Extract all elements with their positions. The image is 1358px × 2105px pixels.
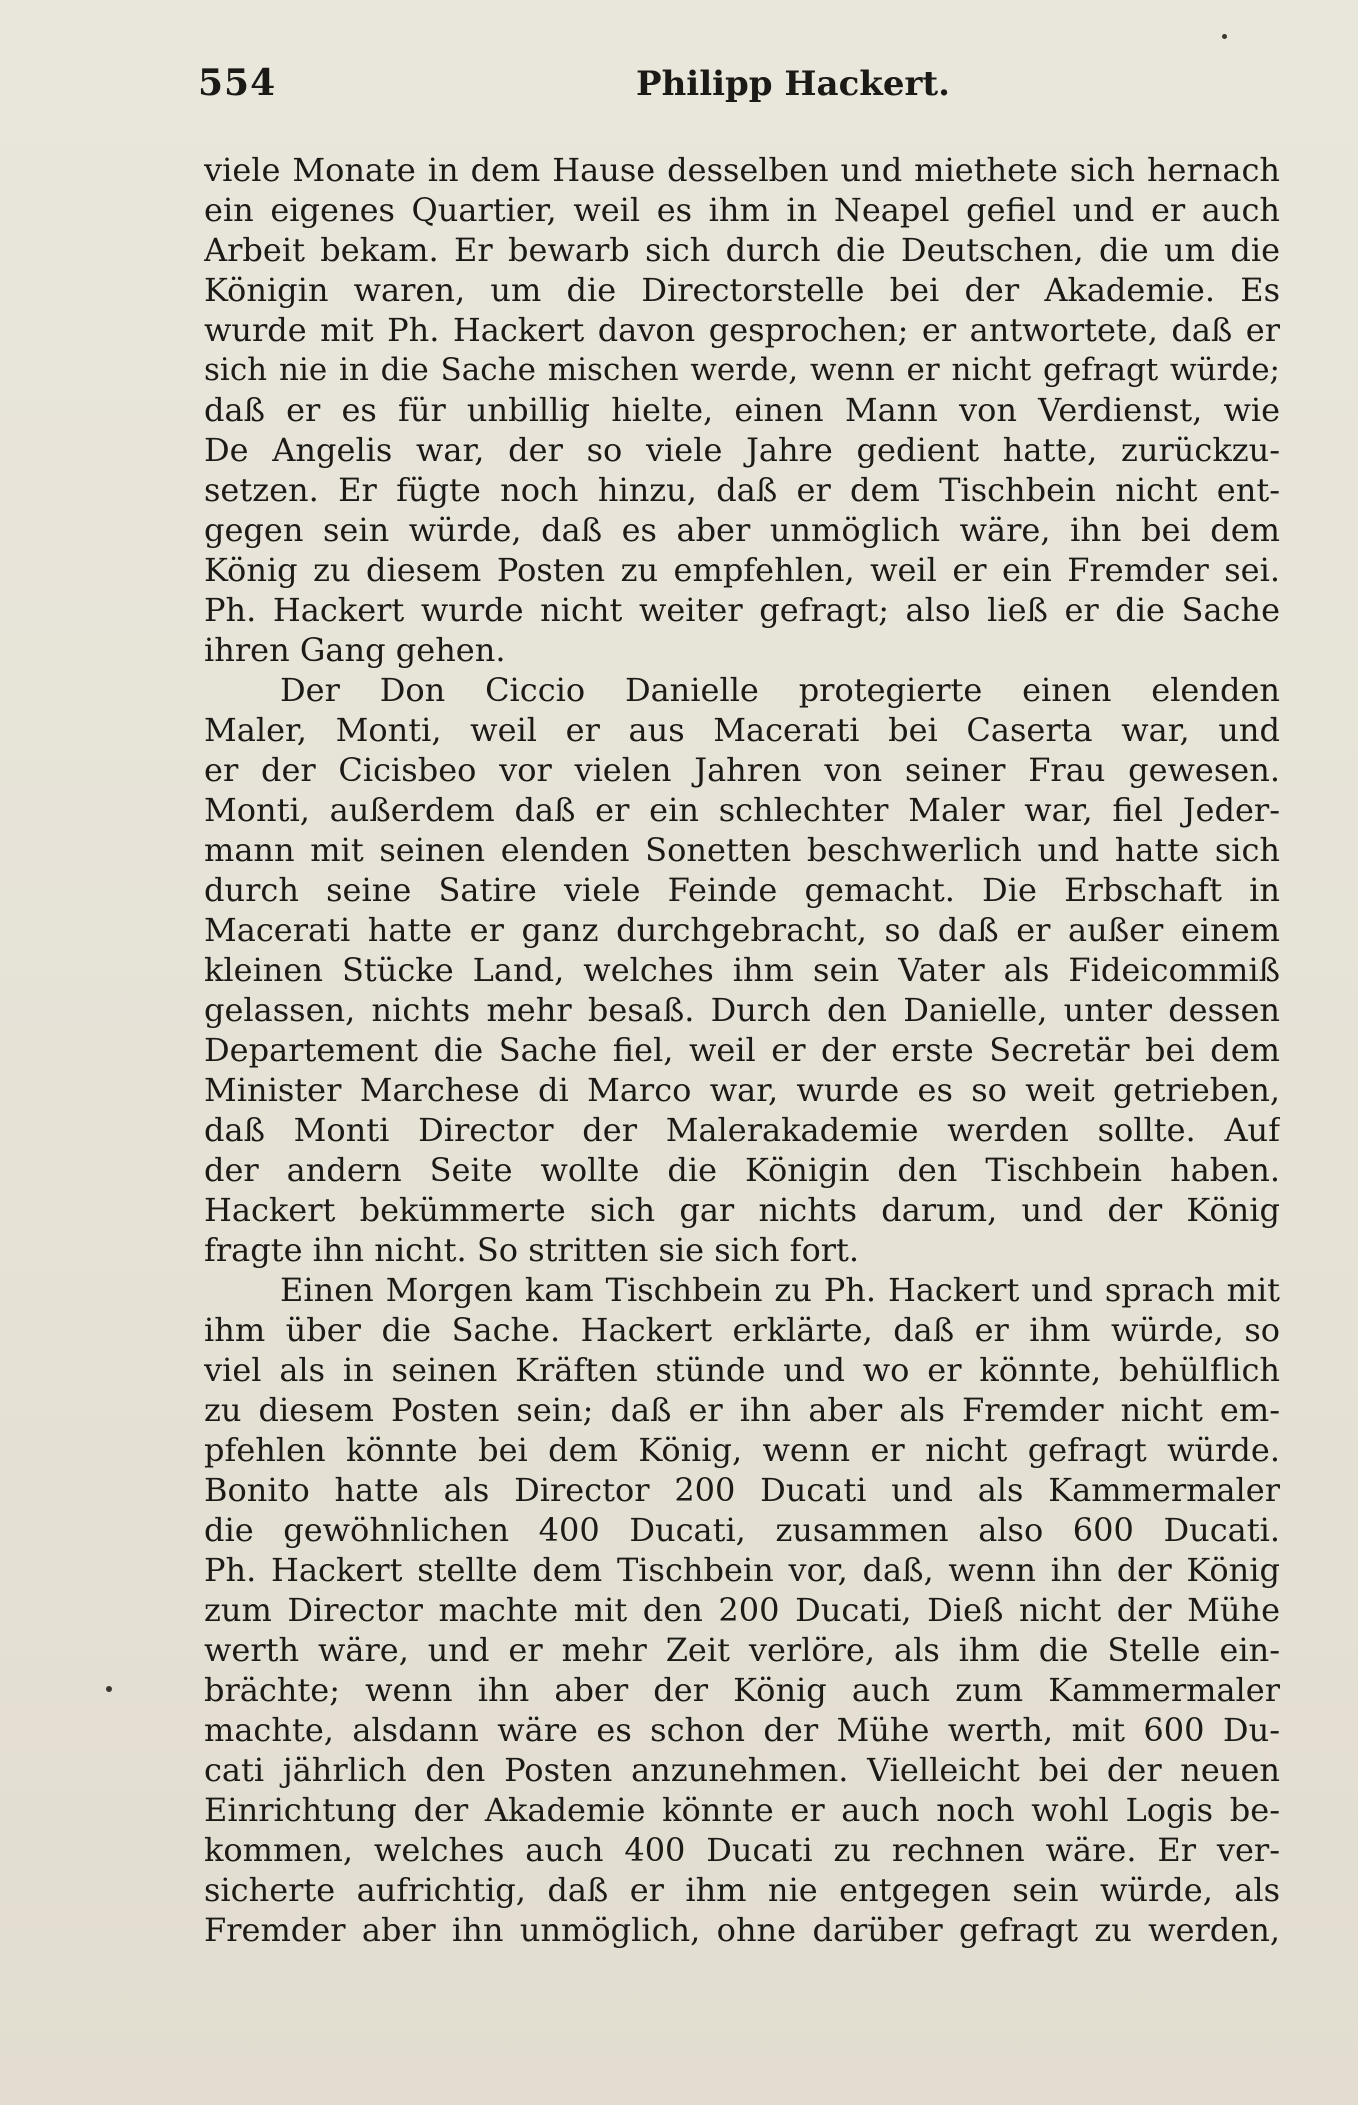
- text-line: König zu diesem Posten zu empfehlen, weil er ein Fremder sei.: [204, 551, 1280, 589]
- text-line: Arbeit bekam. Er bewarb sich durch die Deutschen, die um die: [204, 231, 1280, 269]
- text-line: zu diesem Posten sein; daß er ihn aber als Fremder nicht em-: [204, 1391, 1280, 1429]
- page-header: [0, 62, 1358, 110]
- text-line: sich nie in die Sache mischen werde, wenn er nicht gefragt würde;: [204, 352, 1280, 388]
- text-line: Minister Marchese di Marco war, wurde es so weit getrieben,: [204, 1071, 1280, 1109]
- text-line: zum Director machte mit den 200 Ducati, Dieß nicht der Mühe: [204, 1591, 1280, 1629]
- running-title: Philipp Hackert.: [636, 64, 950, 104]
- text-line: fragte ihn nicht. So stritten sie sich fort.: [204, 1231, 860, 1269]
- text-line: daß er es für unbillig hielte, einen Mann von Verdienst, wie: [204, 391, 1280, 429]
- text-line: kleinen Stücke Land, welches ihm sein Vater als Fideicommiß: [204, 951, 1280, 989]
- page-number: 554: [198, 62, 277, 104]
- text-line: Monti, außerdem daß er ein schlechter Maler war, fiel Jeder-: [204, 791, 1280, 829]
- text-line: sicherte aufrichtig, daß er ihm nie entgegen sein würde, als: [204, 1871, 1280, 1909]
- text-line: Einen Morgen kam Tischbein zu Ph. Hackert und sprach mit: [280, 1271, 1280, 1309]
- text-line: Einrichtung der Akademie könnte er auch noch wohl Logis be-: [204, 1791, 1280, 1829]
- text-line: gegen sein würde, daß es aber unmöglich wäre, ihn bei dem: [204, 511, 1280, 549]
- text-line: pfehlen könnte bei dem König, wenn er nicht gefragt würde.: [204, 1431, 1280, 1469]
- text-line: die gewöhnlichen 400 Ducati, zusammen also 600 Ducati.: [204, 1511, 1280, 1549]
- text-line: er der Cicisbeo vor vielen Jahren von seiner Frau gewesen.: [204, 751, 1280, 789]
- text-line: ihm über die Sache. Hackert erklärte, daß er ihm würde, so: [204, 1311, 1280, 1349]
- text-line: gelassen, nichts mehr besaß. Durch den Danielle, unter dessen: [204, 991, 1280, 1029]
- text-line: Königin waren, um die Directorstelle bei der Akademie. Es: [204, 271, 1280, 309]
- text-line: Fremder aber ihn unmöglich, ohne darüber gefragt zu werden,: [204, 1911, 1280, 1949]
- text-line: De Angelis war, der so viele Jahre gedient hatte, zurückzu-: [204, 431, 1280, 469]
- text-line: Ph. Hackert stellte dem Tischbein vor, daß, wenn ihn der König: [204, 1551, 1280, 1589]
- print-speck: [106, 1686, 112, 1692]
- text-line: ein eigenes Quartier, weil es ihm in Neapel gefiel und er auch: [204, 191, 1280, 229]
- text-line: machte, alsdann wäre es schon der Mühe werth, mit 600 Du-: [204, 1711, 1280, 1749]
- text-line: der andern Seite wollte die Königin den Tischbein haben.: [204, 1151, 1280, 1189]
- text-line: setzen. Er fügte noch hinzu, daß er dem Tischbein nicht ent-: [204, 471, 1280, 509]
- text-line: Departement die Sache fiel, weil er der erste Secretär bei dem: [204, 1031, 1280, 1069]
- text-line: cati jährlich den Posten anzunehmen. Vielleicht bei der neuen: [204, 1751, 1280, 1789]
- text-line: Hackert bekümmerte sich gar nichts darum, und der König: [204, 1191, 1280, 1229]
- text-line: Maler, Monti, weil er aus Macerati bei Caserta war, und: [204, 711, 1280, 749]
- text-line: werth wäre, und er mehr Zeit verlöre, als ihm die Stelle ein-: [204, 1631, 1280, 1669]
- text-line: Macerati hatte er ganz durchgebracht, so daß er außer einem: [204, 911, 1280, 949]
- print-speck: [1222, 34, 1227, 39]
- text-line: kommen, welches auch 400 Ducati zu rechnen wäre. Er ver-: [204, 1831, 1280, 1869]
- text-line: viel als in seinen Kräften stünde und wo er könnte, behülflich: [204, 1351, 1280, 1389]
- text-line: Bonito hatte als Director 200 Ducati und als Kammermaler: [204, 1471, 1280, 1509]
- text-line: durch seine Satire viele Feinde gemacht. Die Erbschaft in: [204, 871, 1280, 909]
- text-body: [204, 150, 1280, 1950]
- text-line: mann mit seinen elenden Sonetten beschwerlich und hatte sich: [204, 831, 1280, 869]
- text-line: Der Don Ciccio Danielle protegierte einen elenden: [280, 671, 1280, 709]
- text-line: daß Monti Director der Malerakademie werden sollte. Auf: [204, 1111, 1280, 1149]
- text-line: Ph. Hackert wurde nicht weiter gefragt; also ließ er die Sache: [204, 591, 1280, 629]
- text-line: viele Monate in dem Hause desselben und miethete sich hernach: [204, 151, 1280, 189]
- text-line: brächte; wenn ihn aber der König auch zum Kammermaler: [204, 1671, 1280, 1709]
- text-line: wurde mit Ph. Hackert davon gesprochen; er antwortete, daß er: [204, 311, 1280, 349]
- text-line: ihren Gang gehen.: [204, 631, 506, 669]
